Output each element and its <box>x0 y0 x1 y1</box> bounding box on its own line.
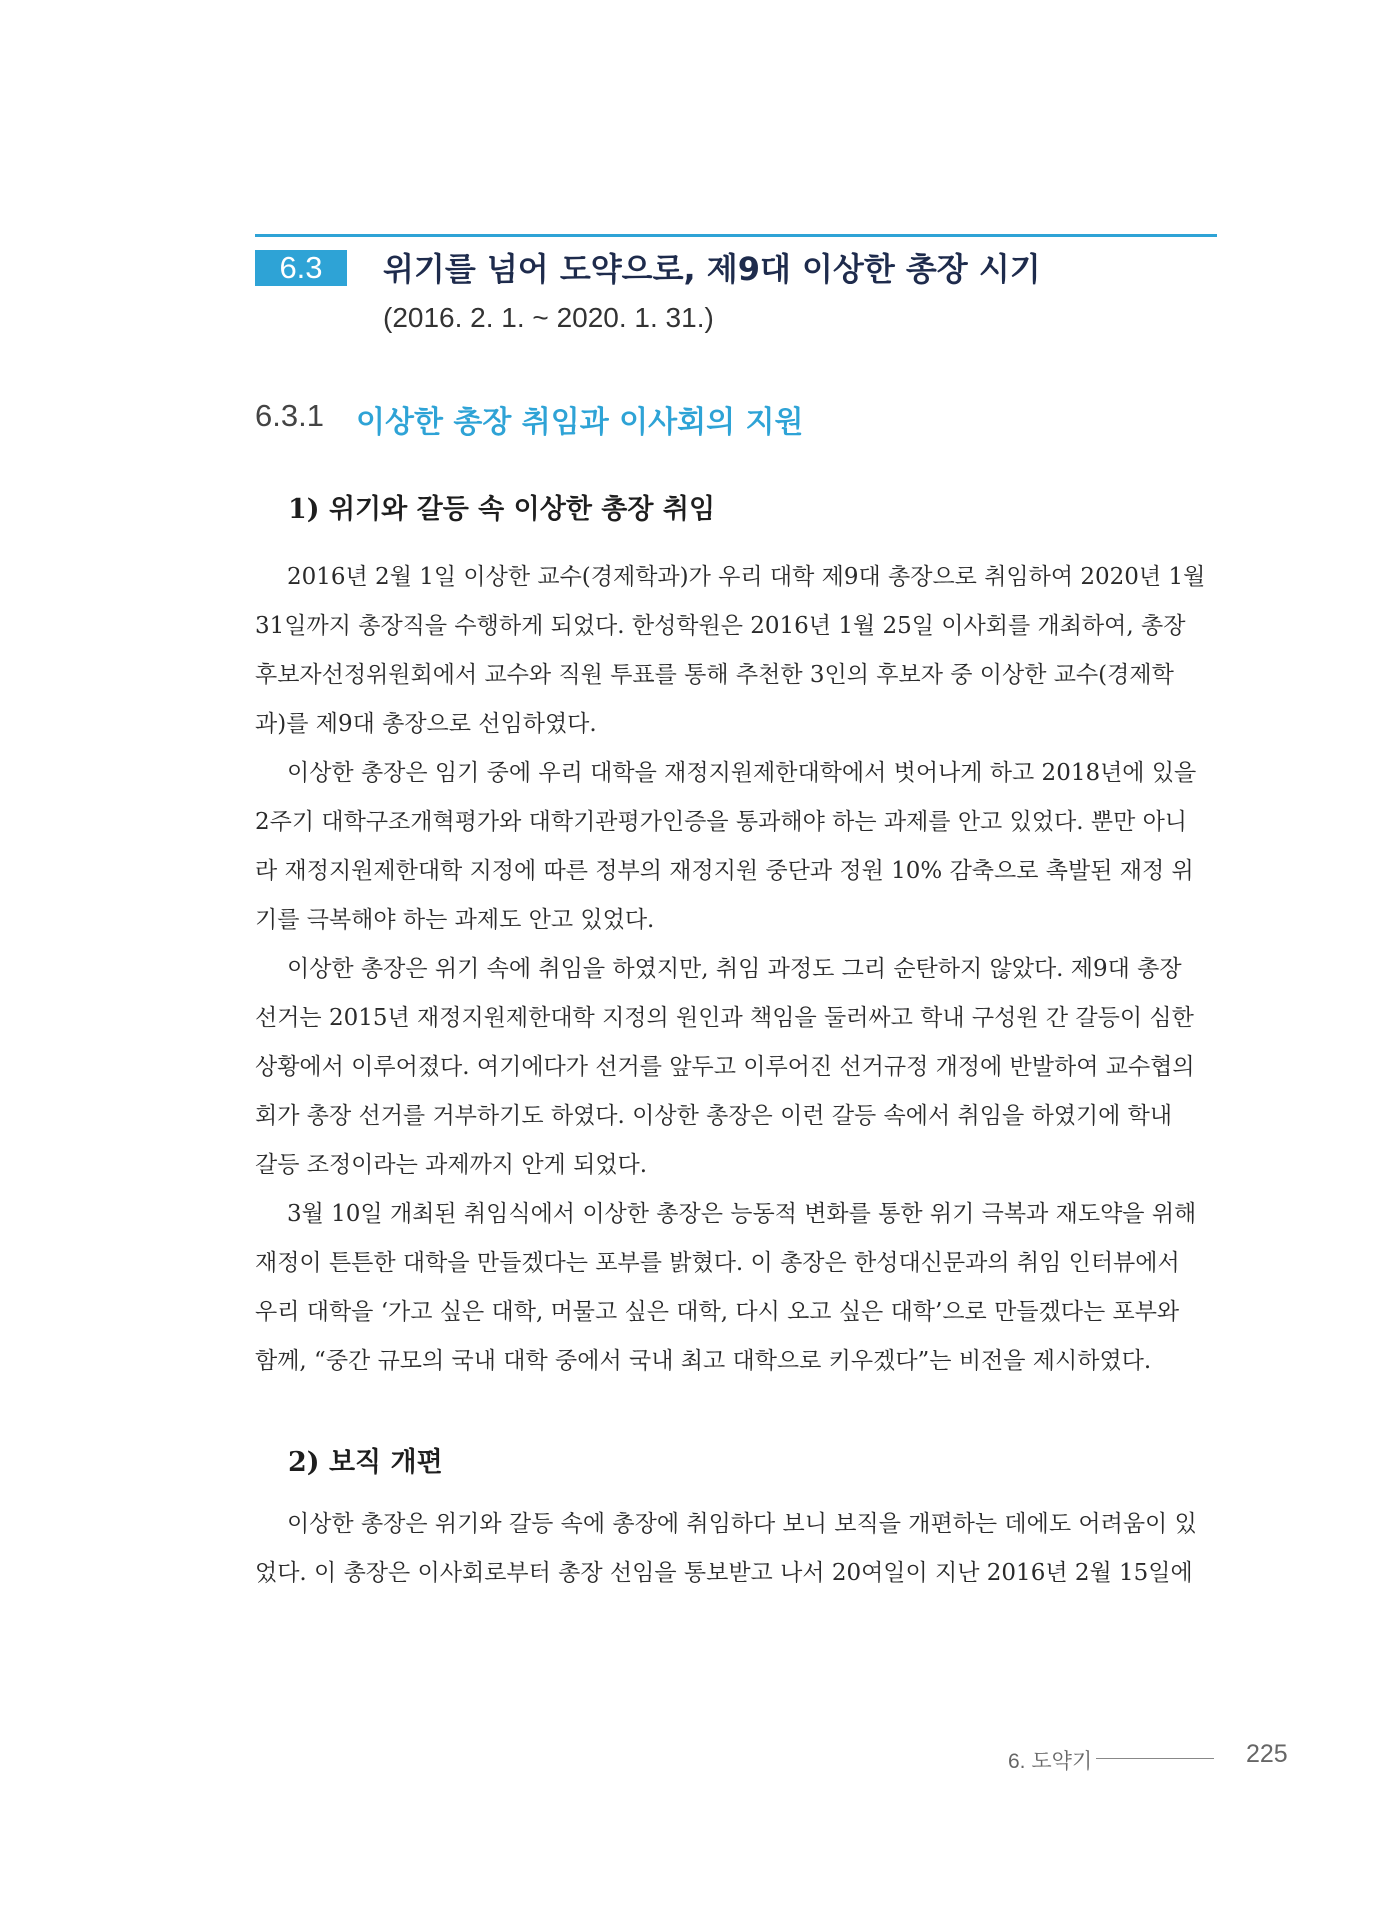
paragraph-line: 선거는 2015년 재정지원제한대학 지정의 원인과 책임을 둘러싸고 학내 구성원 간 갈등이 심한 <box>255 1005 1194 1031</box>
subsection-title: 이상한 총장 취임과 이사회의 지원 <box>356 405 804 440</box>
part2-heading: 2) 보직 개편 <box>288 1447 443 1478</box>
section-period: (2016. 2. 1. ~ 2020. 1. 31.) <box>383 302 714 333</box>
paragraph-line: 2주기 대학구조개혁평가와 대학기관평가인증을 통과해야 하는 과제를 안고 있었다. 뿐만 아니 <box>255 809 1188 835</box>
section-title: 위기를 넘어 도약으로, 제9대 이상한 총장 시기 <box>383 250 1041 288</box>
paragraph-line: 과)를 제9대 총장으로 선임하였다. <box>255 711 597 737</box>
paragraph-line: 이상한 총장은 위기 속에 취임을 하였지만, 취임 과정도 그리 순탄하지 않았다. 제9대 총장 <box>287 956 1182 982</box>
footer-chapter-label: 6. 도약기 <box>1008 1750 1093 1773</box>
paragraph-line: 우리 대학을 ‘가고 싶은 대학, 머물고 싶은 대학, 다시 오고 싶은 대학’으로 만들겠다는 포부와 <box>255 1299 1180 1325</box>
paragraph-line: 었다. 이 총장은 이사회로부터 총장 선임을 통보받고 나서 20여일이 지난 2016년 2월 15일에 <box>255 1560 1193 1586</box>
part1-body <box>255 553 1217 1386</box>
paragraph-line: 2016년 2월 1일 이상한 교수(경제학과)가 우리 대학 제9대 총장으로 취임하여 2020년 1월 <box>287 564 1206 590</box>
paragraph-line: 라 재정지원제한대학 지정에 따른 정부의 재정지원 중단과 정원 10% 감축으로 촉발된 재정 위 <box>255 858 1194 884</box>
paragraph-line: 함께, “중간 규모의 국내 대학 중에서 국내 최고 대학으로 키우겠다”는 비전을 제시하였다. <box>255 1348 1152 1374</box>
paragraph-line: 이상한 총장은 위기와 갈등 속에 총장에 취임하다 보니 보직을 개편하는 데에도 어려움이 있 <box>287 1511 1197 1537</box>
footer-rule <box>1096 1758 1214 1759</box>
page-number: 225 <box>1246 1740 1288 1768</box>
paragraph-line: 상황에서 이루어졌다. 여기에다가 선거를 앞두고 이루어진 선거규정 개정에 반발하여 교수협의 <box>255 1054 1195 1080</box>
subsection-number: 6.3.1 <box>255 398 324 433</box>
paragraph-line: 이상한 총장은 임기 중에 우리 대학을 재정지원제한대학에서 벗어나게 하고 2018년에 있을 <box>287 760 1197 786</box>
paragraph-line: 회가 총장 선거를 거부하기도 하였다. 이상한 총장은 이런 갈등 속에서 취임을 하였기에 학내 <box>255 1103 1173 1129</box>
paragraph-line: 후보자선정위원회에서 교수와 직원 투표를 통해 추천한 3인의 후보자 중 이상한 교수(경제학 <box>255 662 1174 688</box>
paragraph-line: 기를 극복해야 하는 과제도 안고 있었다. <box>255 907 655 933</box>
paragraph-line: 3월 10일 개최된 취임식에서 이상한 총장은 능동적 변화를 통한 위기 극복과 재도약을 위해 <box>287 1201 1197 1227</box>
paragraph-line: 갈등 조정이라는 과제까지 안게 되었다. <box>255 1152 648 1178</box>
paragraph-line: 31일까지 총장직을 수행하게 되었다. 한성학원은 2016년 1월 25일 이사회를 개최하여, 총장 <box>255 613 1186 639</box>
section-number-badge: 6.3 <box>255 250 347 286</box>
paragraph-line: 재정이 튼튼한 대학을 만들겠다는 포부를 밝혔다. 이 총장은 한성대신문과의 취임 인터뷰에서 <box>255 1250 1180 1276</box>
section-top-rule <box>255 234 1217 237</box>
part2-body <box>255 1500 1217 1598</box>
part1-heading: 1) 위기와 갈등 속 이상한 총장 취임 <box>288 494 716 525</box>
